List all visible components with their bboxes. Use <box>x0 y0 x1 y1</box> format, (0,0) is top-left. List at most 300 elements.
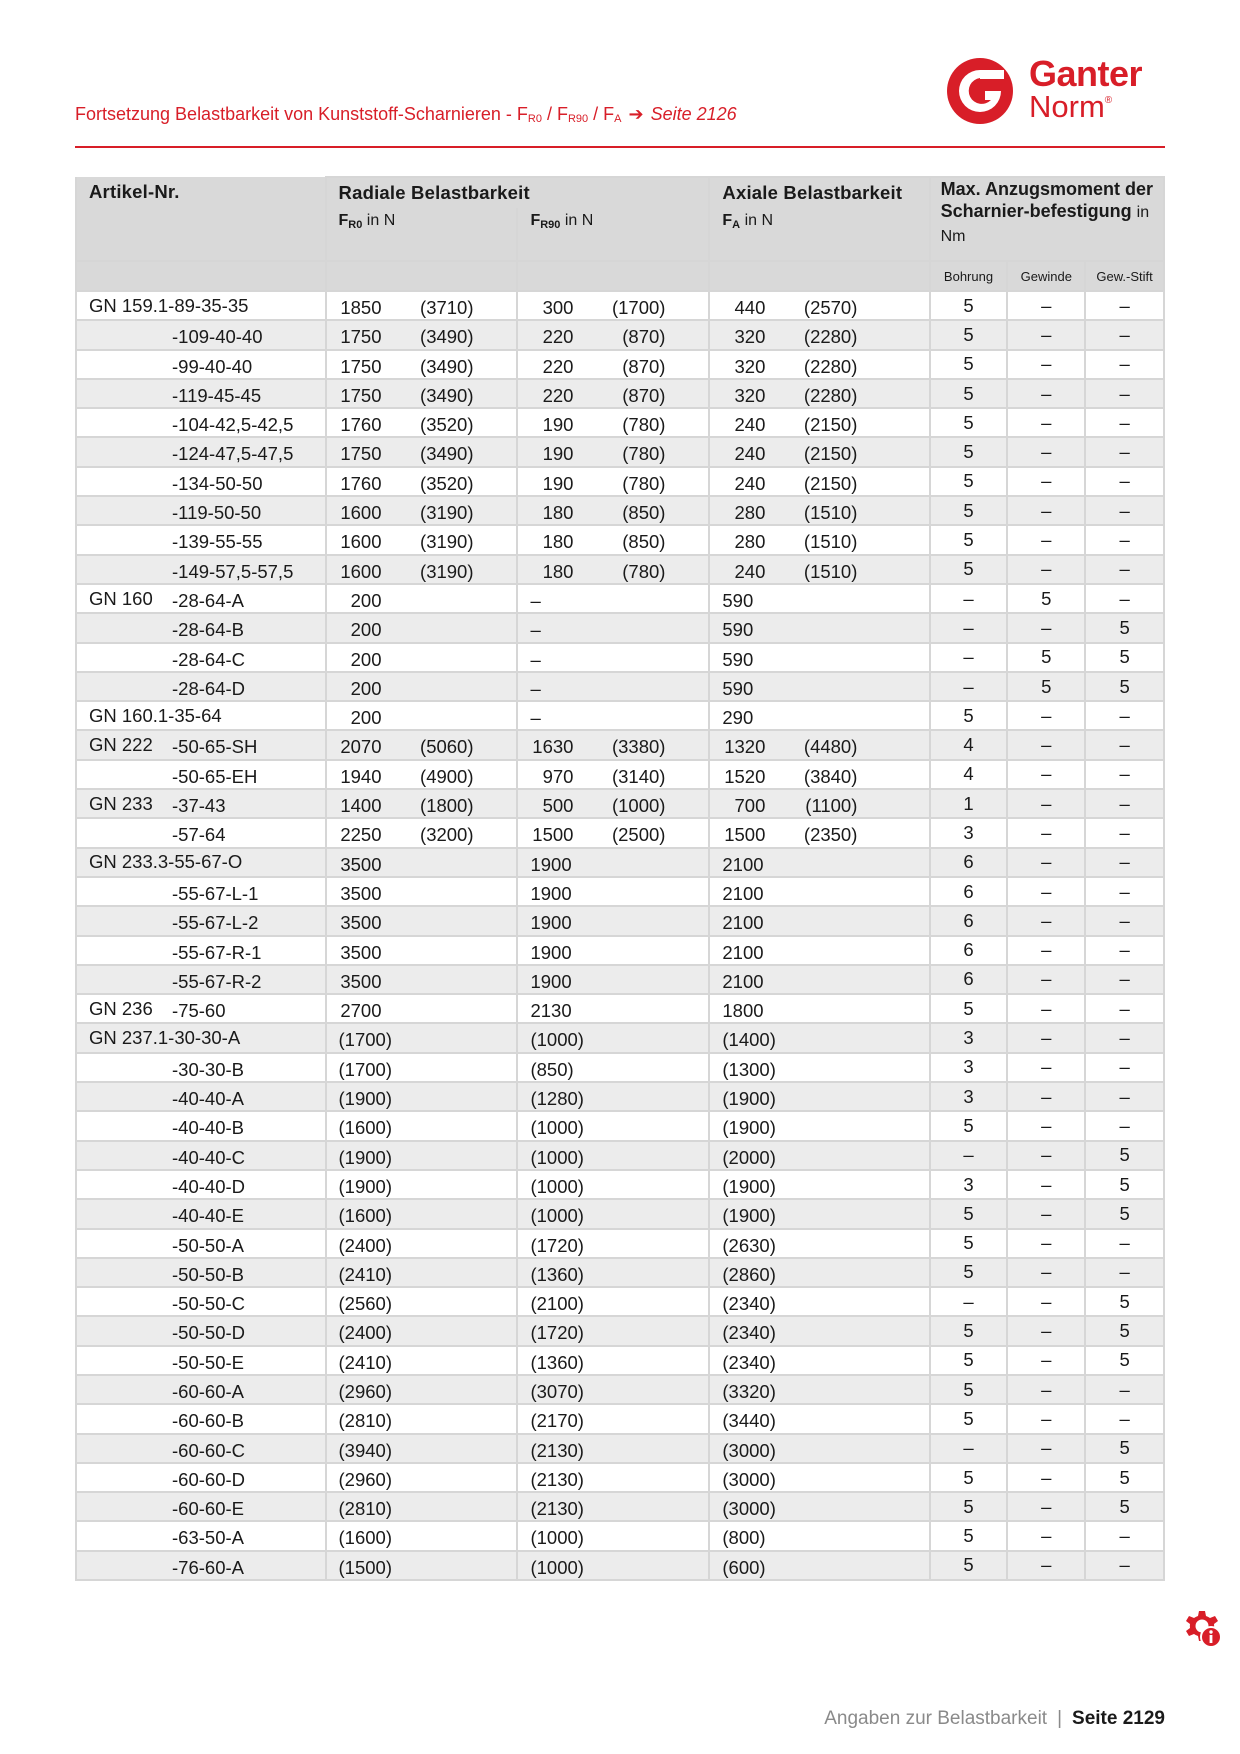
cell-fr90 <box>517 877 709 906</box>
value-fa: 240 <box>734 472 766 494</box>
table-row <box>76 1082 1164 1111</box>
cell-bohrung: 4 <box>930 760 1008 789</box>
cell-gew-stift: – <box>1085 1258 1164 1287</box>
cell-gew-stift: – <box>1085 525 1164 554</box>
cell-fa <box>709 1082 929 1111</box>
cell-fr0 <box>326 1492 518 1521</box>
value-fa: (3000) <box>722 1498 776 1520</box>
value-fa: 590 <box>722 589 754 611</box>
article-variant: -60-60-A <box>172 1380 244 1402</box>
cell-bohrung: 5 <box>930 1375 1008 1404</box>
value-fr90: – <box>530 589 541 611</box>
cell-bohrung: 5 <box>930 379 1008 408</box>
value-fr90-max: (870) <box>622 384 666 406</box>
value-fr0: (2400) <box>338 1234 392 1256</box>
value-fa: 320 <box>734 384 766 406</box>
cell-bohrung: 5 <box>930 701 1008 730</box>
cell-gewinde: – <box>1007 1375 1085 1404</box>
header-divider <box>75 146 1165 148</box>
cell-gew-stift: – <box>1085 848 1164 877</box>
footer-page-number: Seite 2129 <box>1072 1708 1165 1729</box>
value-fr90: 220 <box>542 384 574 406</box>
cell-gewinde: – <box>1007 1258 1085 1287</box>
article-number: GN 233.3-55-67-O <box>89 851 243 873</box>
cell-gewinde: – <box>1007 701 1085 730</box>
value-fr90: 190 <box>542 414 574 436</box>
value-fa: (3320) <box>722 1380 776 1402</box>
value-fr90: 970 <box>542 765 574 787</box>
cell-gew-stift: 5 <box>1085 1463 1164 1492</box>
cell-fr90 <box>517 1287 709 1316</box>
value-fa: 2100 <box>722 941 764 963</box>
article-variant: -50-50-E <box>172 1351 244 1373</box>
article-number: GN 160.1-35-64 <box>89 704 222 726</box>
value-fr90: (1000) <box>530 1527 584 1549</box>
cell-fr90 <box>517 496 709 525</box>
value-fr0-max: (4900) <box>420 765 474 787</box>
value-fr0-max: (3490) <box>420 443 474 465</box>
article-variant: -109-40-40 <box>172 326 263 348</box>
value-fr0: 1750 <box>340 355 382 377</box>
value-fa: 240 <box>734 414 766 436</box>
cell-bohrung: 3 <box>930 1023 1008 1052</box>
cell-gew-stift: – <box>1085 584 1164 613</box>
cell-article <box>76 1082 326 1111</box>
cell-gew-stift: – <box>1085 1111 1164 1140</box>
cell-fr90 <box>517 818 709 847</box>
value-fr0-max: (3710) <box>420 297 474 318</box>
cell-fr90 <box>517 730 709 759</box>
cell-bohrung: 5 <box>930 1316 1008 1345</box>
value-fr0: 1750 <box>340 384 382 406</box>
article-variant: -28-64-B <box>172 619 244 641</box>
cell-article <box>76 291 326 320</box>
article-variant: -139-55-55 <box>172 531 263 553</box>
cell-fa <box>709 936 929 965</box>
value-fa: 440 <box>734 297 766 318</box>
column-header-fr90-spacer <box>517 261 709 291</box>
cell-bohrung: – <box>930 643 1008 672</box>
table-row <box>76 936 1164 965</box>
value-fa: 2100 <box>722 853 764 875</box>
value-fr0: 1600 <box>340 502 382 524</box>
article-variant: -60-60-C <box>172 1439 245 1461</box>
value-fr90: 190 <box>542 472 574 494</box>
cell-gewinde: – <box>1007 1463 1085 1492</box>
cell-bohrung: – <box>930 1434 1008 1463</box>
cell-fr0 <box>326 701 518 730</box>
value-fr90: (2100) <box>530 1293 584 1315</box>
value-fr90: (2130) <box>530 1498 584 1520</box>
cell-article <box>76 848 326 877</box>
article-number: GN 237.1-30-30-A <box>89 1027 241 1049</box>
value-fr90-max: (780) <box>622 472 666 494</box>
cell-gewinde: – <box>1007 1316 1085 1345</box>
cell-gewinde: – <box>1007 1346 1085 1375</box>
cell-bohrung: 6 <box>930 877 1008 906</box>
cell-bohrung: 5 <box>930 320 1008 349</box>
cell-fr0 <box>326 350 518 379</box>
gear-info-icon[interactable] <box>1182 1608 1222 1648</box>
cell-fa <box>709 760 929 789</box>
value-fr90-max: (3140) <box>611 765 666 787</box>
value-fr90-max: (2500) <box>611 824 666 846</box>
cell-article <box>76 936 326 965</box>
value-fr0: 200 <box>350 707 382 729</box>
cell-article <box>76 877 326 906</box>
cell-article <box>76 467 326 496</box>
cell-fr90 <box>517 672 709 701</box>
table-row <box>76 1551 1164 1580</box>
article-variant: -40-40-B <box>172 1117 244 1139</box>
value-fa-max: (2150) <box>803 443 858 465</box>
value-fr90: 220 <box>542 355 574 377</box>
column-header-fa-spacer <box>709 261 929 291</box>
value-fr90: 180 <box>542 502 574 524</box>
cell-gew-stift: – <box>1085 965 1164 994</box>
value-fa: 1800 <box>722 1000 764 1022</box>
value-fa-max: (1510) <box>803 502 858 524</box>
cell-article <box>76 555 326 584</box>
value-fr90: 1500 <box>532 824 574 846</box>
cell-fa <box>709 1404 929 1433</box>
cell-fa <box>709 848 929 877</box>
cell-gewinde: 5 <box>1007 643 1085 672</box>
cell-fa <box>709 1111 929 1140</box>
value-fa: (1900) <box>722 1205 776 1227</box>
cell-article <box>76 965 326 994</box>
table-row <box>76 994 1164 1023</box>
cell-gew-stift: 5 <box>1085 1316 1164 1345</box>
value-fa: 2100 <box>722 912 764 934</box>
value-fr0-max: (3490) <box>420 355 474 377</box>
cell-fr0 <box>326 408 518 437</box>
value-fr0: 1600 <box>340 560 382 582</box>
cell-fa <box>709 1463 929 1492</box>
cell-gew-stift: 5 <box>1085 1346 1164 1375</box>
article-variant: -55-67-R-2 <box>172 970 262 992</box>
cell-fr0 <box>326 437 518 466</box>
cell-fr0 <box>326 291 518 320</box>
cell-fr90 <box>517 584 709 613</box>
value-fa: 2100 <box>722 882 764 904</box>
cell-fr90 <box>517 1258 709 1287</box>
table-row <box>76 291 1164 320</box>
cell-fa <box>709 467 929 496</box>
cell-article <box>76 1551 326 1580</box>
cell-gewinde: – <box>1007 379 1085 408</box>
table-row <box>76 1492 1164 1521</box>
value-fr90: 1900 <box>530 970 572 992</box>
cell-bohrung: 5 <box>930 1521 1008 1550</box>
value-fr0: 2070 <box>340 736 382 758</box>
cell-fr0 <box>326 818 518 847</box>
value-fr0-max: (3190) <box>420 502 474 524</box>
table-row <box>76 1023 1164 1052</box>
cell-fa <box>709 1258 929 1287</box>
cell-gewinde: – <box>1007 1023 1085 1052</box>
cell-gewinde: – <box>1007 1492 1085 1521</box>
cell-bohrung: 5 <box>930 1492 1008 1521</box>
cell-bohrung: 5 <box>930 525 1008 554</box>
value-fr90-max: (1000) <box>611 795 666 817</box>
article-variant: -76-60-A <box>172 1556 244 1578</box>
value-fr90-max: (780) <box>622 443 666 465</box>
cell-fr0 <box>326 496 518 525</box>
cell-article <box>76 994 326 1023</box>
cell-fr90 <box>517 613 709 642</box>
cell-article <box>76 437 326 466</box>
article-variant: -28-64-A <box>172 589 244 611</box>
cell-fr90 <box>517 1551 709 1580</box>
value-fr90: – <box>530 648 541 670</box>
cell-bohrung: 5 <box>930 1551 1008 1580</box>
cell-fr0 <box>326 877 518 906</box>
cell-fr90 <box>517 1346 709 1375</box>
value-fa: 280 <box>734 502 766 524</box>
cell-article <box>76 408 326 437</box>
cell-gew-stift: – <box>1085 936 1164 965</box>
cell-gewinde: – <box>1007 818 1085 847</box>
cell-fr0 <box>326 848 518 877</box>
value-fr90: (1000) <box>530 1175 584 1197</box>
article-variant: -60-60-D <box>172 1468 245 1490</box>
cell-gew-stift: 5 <box>1085 1287 1164 1316</box>
cell-bohrung: – <box>930 613 1008 642</box>
cell-gew-stift: – <box>1085 1375 1164 1404</box>
cell-fa <box>709 1492 929 1521</box>
value-fr0: 3500 <box>340 882 382 904</box>
value-fr90: (1000) <box>530 1556 584 1578</box>
column-header-axial: Axiale Belastbarkeit <box>709 177 929 208</box>
cell-fr0 <box>326 1053 518 1082</box>
cell-bohrung: 6 <box>930 906 1008 935</box>
table-row <box>76 965 1164 994</box>
value-fa-max: (3840) <box>803 765 858 787</box>
cell-article <box>76 496 326 525</box>
cell-fr90 <box>517 1082 709 1111</box>
table-row <box>76 789 1164 818</box>
value-fa: (2340) <box>722 1293 776 1315</box>
cell-article <box>76 379 326 408</box>
article-number: GN 222 <box>89 734 153 756</box>
article-variant: -50-50-A <box>172 1234 244 1256</box>
cell-gewinde: – <box>1007 1141 1085 1170</box>
cell-article <box>76 701 326 730</box>
article-number: GN 236 <box>89 997 153 1019</box>
value-fa: 590 <box>722 677 754 699</box>
cell-gew-stift: – <box>1085 760 1164 789</box>
cell-fr0 <box>326 1287 518 1316</box>
cell-fr90 <box>517 1023 709 1052</box>
table-row <box>76 613 1164 642</box>
value-fa-max: (2280) <box>803 326 858 348</box>
cell-fr0 <box>326 613 518 642</box>
cell-bohrung: – <box>930 1141 1008 1170</box>
table-row <box>76 1375 1164 1404</box>
table-row <box>76 1434 1164 1463</box>
cell-bohrung: 5 <box>930 1111 1008 1140</box>
value-fr0: 1940 <box>340 765 382 787</box>
cell-fr90 <box>517 1111 709 1140</box>
table-row <box>76 350 1164 379</box>
article-variant: -40-40-A <box>172 1088 244 1110</box>
value-fr0: (2400) <box>338 1322 392 1344</box>
value-fa: 590 <box>722 619 754 641</box>
cell-gewinde: – <box>1007 1111 1085 1140</box>
cell-fa <box>709 789 929 818</box>
cell-bohrung: 5 <box>930 1199 1008 1228</box>
cell-bohrung: 5 <box>930 350 1008 379</box>
value-fr0: 1600 <box>340 531 382 553</box>
cell-fr90 <box>517 467 709 496</box>
cell-fr0 <box>326 1258 518 1287</box>
value-fr90: 190 <box>542 443 574 465</box>
cell-bohrung: – <box>930 672 1008 701</box>
cell-article <box>76 730 326 759</box>
article-variant: -55-67-L-1 <box>172 882 259 904</box>
cell-gewinde: – <box>1007 1404 1085 1433</box>
article-variant: -57-64 <box>172 824 226 846</box>
value-fr0: (2410) <box>338 1263 392 1285</box>
value-fa: (800) <box>722 1527 766 1549</box>
article-variant: -28-64-D <box>172 677 245 699</box>
value-fr0-max: (3520) <box>420 472 474 494</box>
article-variant: -50-50-C <box>172 1293 245 1315</box>
cell-fr90 <box>517 408 709 437</box>
value-fr90: (1280) <box>530 1088 584 1110</box>
cell-gewinde: – <box>1007 936 1085 965</box>
cell-fa <box>709 350 929 379</box>
cell-bohrung: 6 <box>930 965 1008 994</box>
cell-article <box>76 1346 326 1375</box>
cell-gew-stift: – <box>1085 379 1164 408</box>
value-fa-max: (1510) <box>803 531 858 553</box>
cell-fa <box>709 584 929 613</box>
cell-gewinde: – <box>1007 350 1085 379</box>
value-fr0: 3500 <box>340 970 382 992</box>
article-variant: -104-42,5-42,5 <box>172 414 294 436</box>
table-row <box>76 906 1164 935</box>
value-fr90: 1900 <box>530 882 572 904</box>
cell-gew-stift: – <box>1085 994 1164 1023</box>
value-fr0: (1500) <box>338 1556 392 1578</box>
table-row <box>76 437 1164 466</box>
footer-section: Angaben zur Belastbarkeit <box>824 1708 1048 1729</box>
cell-gew-stift: – <box>1085 291 1164 320</box>
cell-fa <box>709 994 929 1023</box>
article-variant: -50-65-EH <box>172 765 258 787</box>
cell-gew-stift: – <box>1085 789 1164 818</box>
cell-gewinde: – <box>1007 730 1085 759</box>
value-fa: 320 <box>734 355 766 377</box>
cell-gew-stift: – <box>1085 496 1164 525</box>
value-fr90: (2130) <box>530 1468 584 1490</box>
cell-gew-stift: – <box>1085 906 1164 935</box>
cell-article <box>76 1404 326 1433</box>
cell-bohrung: – <box>930 584 1008 613</box>
table-row <box>76 1287 1164 1316</box>
table-row <box>76 1346 1164 1375</box>
cell-fa <box>709 1170 929 1199</box>
cell-bohrung: 5 <box>930 1463 1008 1492</box>
page-header-caption: Fortsetzung Belastbarkeit von Kunststoff-Scharnieren - $F_{R0} / F_{R90} / F_A$ ➔ Seite 2126 <box>75 104 737 125</box>
cell-fa <box>709 555 929 584</box>
table-row <box>76 379 1164 408</box>
value-fr0: 200 <box>350 619 382 641</box>
value-fr0: 1750 <box>340 326 382 348</box>
cell-gew-stift: – <box>1085 1551 1164 1580</box>
value-fa: (2340) <box>722 1351 776 1373</box>
article-variant: -40-40-D <box>172 1175 245 1197</box>
value-fr90: 1630 <box>532 736 574 758</box>
cell-fr90 <box>517 701 709 730</box>
cell-gew-stift: 5 <box>1085 1199 1164 1228</box>
cell-fa <box>709 1434 929 1463</box>
cell-gewinde: – <box>1007 906 1085 935</box>
table-row <box>76 320 1164 349</box>
value-fr90-max: (780) <box>622 414 666 436</box>
table-row <box>76 1199 1164 1228</box>
cell-gew-stift: – <box>1085 1404 1164 1433</box>
cell-fr0 <box>326 1170 518 1199</box>
article-variant: -55-67-L-2 <box>172 912 259 934</box>
value-fr90: 220 <box>542 326 574 348</box>
cell-article <box>76 1316 326 1345</box>
cell-fr0 <box>326 994 518 1023</box>
value-fr0: 3500 <box>340 941 382 963</box>
cell-fr0 <box>326 525 518 554</box>
page-reference-link[interactable]: Seite 2126 <box>650 104 737 124</box>
value-fr90-max: (870) <box>622 355 666 377</box>
cell-fr0 <box>326 760 518 789</box>
cell-gewinde: – <box>1007 760 1085 789</box>
cell-fr0 <box>326 730 518 759</box>
column-header-fa: $F_A$ in N <box>709 208 929 261</box>
cell-fa <box>709 1551 929 1580</box>
cell-bohrung: 5 <box>930 1404 1008 1433</box>
value-fa-max: (2280) <box>803 384 858 406</box>
table-row <box>76 1316 1164 1345</box>
value-fa-max: (2150) <box>803 414 858 436</box>
cell-article <box>76 1111 326 1140</box>
cell-gewinde: – <box>1007 555 1085 584</box>
cell-fr90 <box>517 965 709 994</box>
value-fr0: (1900) <box>338 1146 392 1168</box>
value-fa-max: (1510) <box>803 560 858 582</box>
cell-bohrung: 5 <box>930 408 1008 437</box>
article-variant: -40-40-E <box>172 1205 244 1227</box>
cell-article <box>76 1492 326 1521</box>
value-fr90: 180 <box>542 560 574 582</box>
cell-fr0 <box>326 1404 518 1433</box>
cell-bohrung: 5 <box>930 467 1008 496</box>
value-fa: 590 <box>722 648 754 670</box>
value-fr90: (1000) <box>530 1117 584 1139</box>
cell-gewinde: – <box>1007 848 1085 877</box>
article-variant: -124-47,5-47,5 <box>172 443 294 465</box>
value-fr90: (1360) <box>530 1263 584 1285</box>
cell-fa <box>709 379 929 408</box>
cell-gew-stift: – <box>1085 350 1164 379</box>
cell-fr0 <box>326 1229 518 1258</box>
cell-fr0 <box>326 1199 518 1228</box>
cell-fr0 <box>326 1346 518 1375</box>
cell-bohrung: – <box>930 1287 1008 1316</box>
value-fr0: (1900) <box>338 1088 392 1110</box>
value-fr90: – <box>530 619 541 641</box>
table-row <box>76 555 1164 584</box>
